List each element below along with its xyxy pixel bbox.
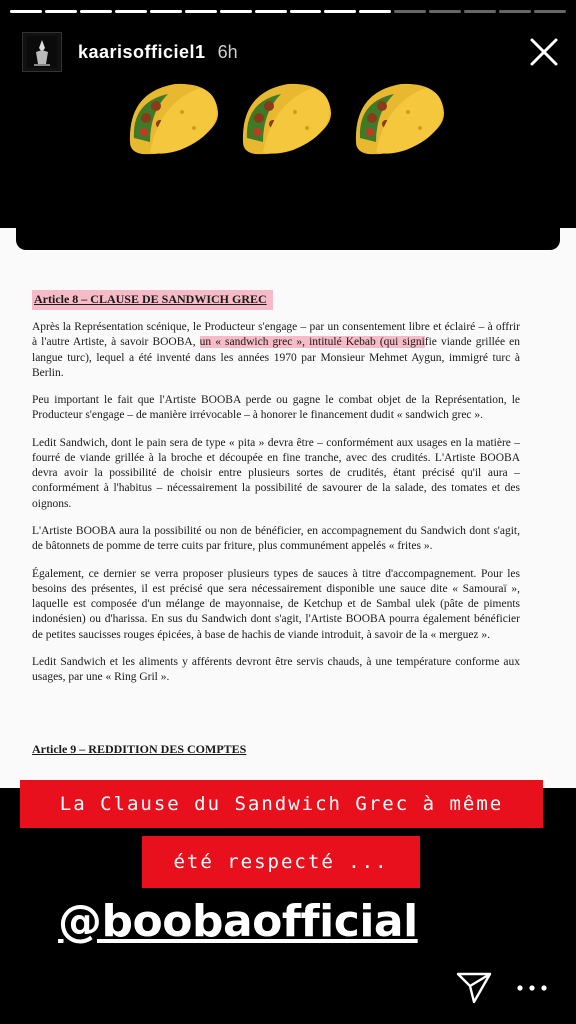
paragraph-6: Ledit Sandwich et les aliments y afférents devront être servis chauds, à une température conforme aux usages, par une « Ring Gril ».: [32, 656, 520, 684]
highlighted-text: un « sandwich grec », intitulé Kebab (qui signi: [199, 336, 425, 349]
progress-segment: [220, 10, 252, 13]
username[interactable]: kaarisofficiel1: [78, 41, 206, 62]
progress-segment: [394, 10, 426, 13]
paragraph-2: Peu important le fait que l'Artiste BOOBA perde ou gagne le combat objet de la Représentation, le Producteur s'engage – de manière irrévocable – à honorer le financement dudit « sandwich grec ».: [32, 394, 520, 422]
progress-segment: [359, 10, 391, 13]
progress-segment: [290, 10, 322, 13]
taco-icon: [120, 72, 224, 166]
taco-stickers: [120, 72, 450, 172]
paragraph-4: L'Artiste BOOBA aura la possibilité ou non de bénéficier, en accompagnement du Sandwich dont s'agit, de bâtonnets de pomme de terre cuits par friture, plus communément appelés « frites ».: [32, 525, 520, 553]
caption-line-1: La Clause du Sandwich Grec à même: [20, 780, 543, 828]
article-9-title: Article 9 – REDDITION DES COMPTES: [32, 742, 247, 756]
taco-icon: [233, 72, 337, 166]
progress-segment: [45, 10, 77, 13]
article-8-title: Article 8 – CLAUSE DE SANDWICH GREC: [32, 290, 273, 310]
paragraph-1-end: fie viande grillée en langue turc), lequel a été inventé dans les années 1970 par Monsieur Mehmet Aygun, immigré turc à Berlin.: [32, 336, 520, 379]
story-timestamp: 6h: [217, 41, 238, 62]
story-progress-bar: [10, 10, 566, 13]
progress-segment: [115, 10, 147, 13]
close-icon[interactable]: [526, 34, 562, 70]
progress-segment: [80, 10, 112, 13]
progress-segment: [10, 10, 42, 13]
contract-document-image: [0, 228, 576, 788]
progress-segment: [324, 10, 356, 13]
avatar-icon: [27, 36, 57, 68]
progress-segment: [534, 10, 566, 13]
progress-segment: [429, 10, 461, 13]
more-icon[interactable]: [512, 978, 552, 998]
paragraph-3: Ledit Sandwich, dont le pain sera de type « pita » devra être – conformément aux usages en la matière – fourré de viande grillée à la broche et découpée en fine tranche, avec des crudités. L'Artiste BOOBA devra avoir la possibilité de choisir entre plusieurs sortes de crudités, étant précisé qu'il aura – conformément à l'habitus – nécessairement la possibilité de savourer de la salade, des tomates et des oignons.: [32, 436, 520, 510]
story-header: [22, 30, 562, 74]
avatar[interactable]: [22, 32, 62, 72]
progress-segment: [185, 10, 217, 13]
taco-icon: [346, 72, 450, 166]
document-text: [32, 290, 520, 698]
progress-segment: [255, 10, 287, 13]
caption-line-2: été respecté ...: [142, 836, 420, 888]
send-icon[interactable]: [454, 966, 494, 1006]
paragraph-1-start: Après la Représentation scénique, le Producteur s'engage – par un consentement libre et éclairé – à offrir à l'autre Artiste, à savoir BOOBA,: [32, 320, 520, 349]
paragraph-1: [32, 320, 520, 381]
mention-tag[interactable]: @boobaofficial: [58, 896, 418, 947]
progress-segment: [499, 10, 531, 13]
paragraph-5: Également, ce dernier se verra proposer plusieurs types de sauces à titre d'accompagnement. Pour les besoins des présentes, il est précisé que sera nécessairement disponible une sauce dite « Samouraï », laquelle est composée d'un mélange de mayonnaise, de Ketchup et de Sambal ulek (pâte de piments indonésien) ou d'harissa. En sus du Sandwich dont s'agit, l'Artiste BOOBA pourra également bénéficier de petites saucisses rouges épicées, à base de hachis de viande introduit, à savoir de la « merguez ».: [32, 567, 520, 641]
progress-segment: [464, 10, 496, 13]
document-top-shadow: [16, 228, 560, 250]
progress-segment: [150, 10, 182, 13]
